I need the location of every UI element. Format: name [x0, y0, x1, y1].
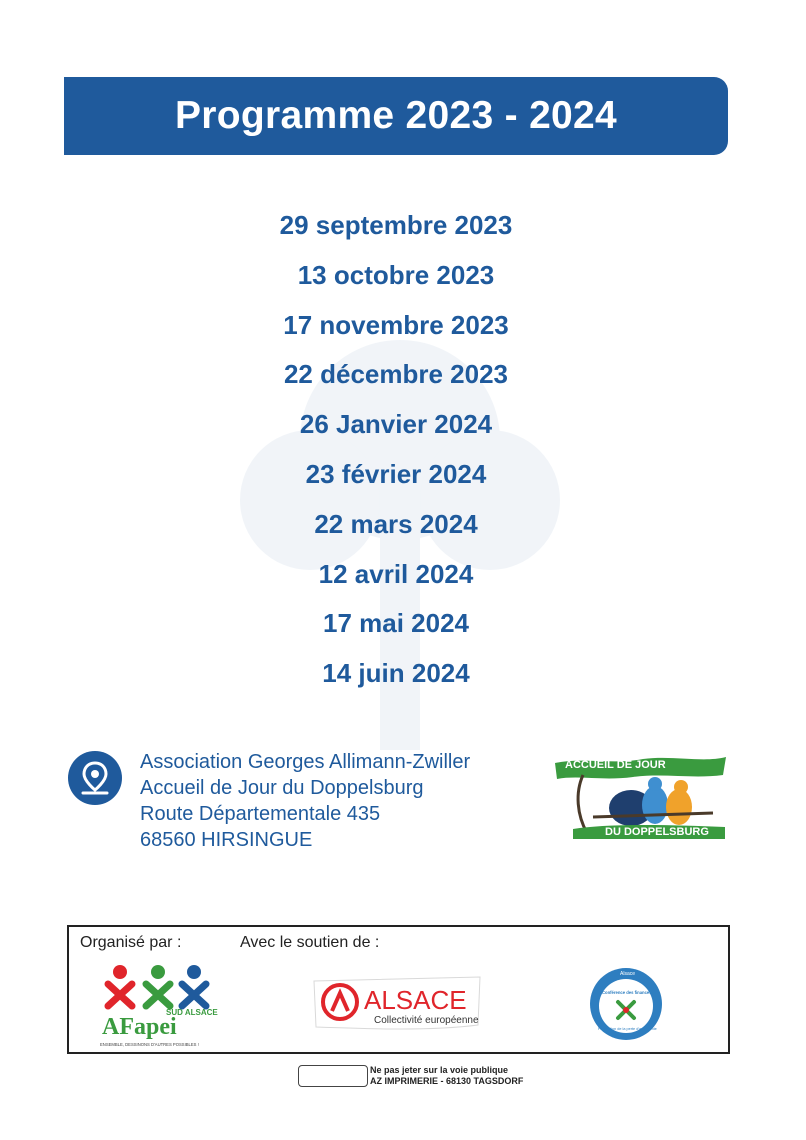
conf-region: Alsace	[620, 971, 636, 977]
address-block	[140, 749, 470, 853]
accueil-de-jour-logo	[553, 753, 728, 843]
alsace-logo	[312, 975, 484, 1033]
recycle-icon	[298, 1065, 368, 1087]
title-banner	[64, 77, 728, 155]
address-line: 68560 HIRSINGUE	[140, 829, 313, 851]
organized-by-label: Organisé par :	[80, 934, 182, 951]
address-line: Association Georges Allimann-Zwiller	[140, 751, 471, 773]
afapei-logo	[98, 962, 218, 1048]
accueil-logo-top-text: ACCUEIL DE JOUR	[565, 759, 666, 771]
accueil-logo-bottom-text: DU DOPPELSBURG	[605, 826, 709, 838]
date-item: 22 décembre 2023	[283, 359, 509, 390]
footer-line: AZ IMPRIMERIE - 68130 TAGSDORF	[370, 1076, 524, 1086]
afapei-name: AFapei	[102, 1014, 177, 1040]
date-item: 17 mai 2024	[322, 608, 469, 639]
date-item: 26 Janvier 2024	[299, 409, 493, 440]
date-list	[0, 205, 792, 703]
date-item: 13 octobre 2023	[297, 259, 495, 290]
support-label: Avec le soutien de :	[240, 934, 380, 951]
date-item: 17 novembre 2023	[283, 309, 509, 340]
conf-name: Conférence des financeurs	[602, 990, 656, 995]
footer-imprint	[298, 1065, 528, 1093]
footer-line: Ne pas jeter sur la voie publique	[370, 1065, 509, 1075]
address-line: Accueil de Jour du Doppelsburg	[140, 777, 424, 799]
alsace-subtitle: Collectivité européenne	[374, 1015, 479, 1026]
footer-text	[370, 1065, 523, 1087]
date-item: 29 septembre 2023	[279, 210, 513, 240]
location-pin-icon	[68, 751, 122, 805]
conference-financeurs-logo	[588, 966, 664, 1042]
date-item: 14 juin 2024	[322, 658, 470, 689]
afapei-region: SUD ALSACE	[166, 1008, 218, 1017]
conf-subtitle: Prévention de la perte d'autonomie	[598, 1027, 657, 1031]
page-title: Programme 2023 - 2024	[174, 94, 618, 137]
afapei-tagline: ENSEMBLE, DESSINONS D'AUTRES POSSIBLES !	[100, 1042, 199, 1047]
date-item: 23 février 2024	[305, 458, 487, 489]
date-item: 12 avril 2024	[318, 558, 474, 589]
address-line: Route Départementale 435	[140, 803, 381, 825]
date-item: 22 mars 2024	[314, 508, 478, 539]
alsace-name: ALSACE	[364, 985, 467, 1015]
